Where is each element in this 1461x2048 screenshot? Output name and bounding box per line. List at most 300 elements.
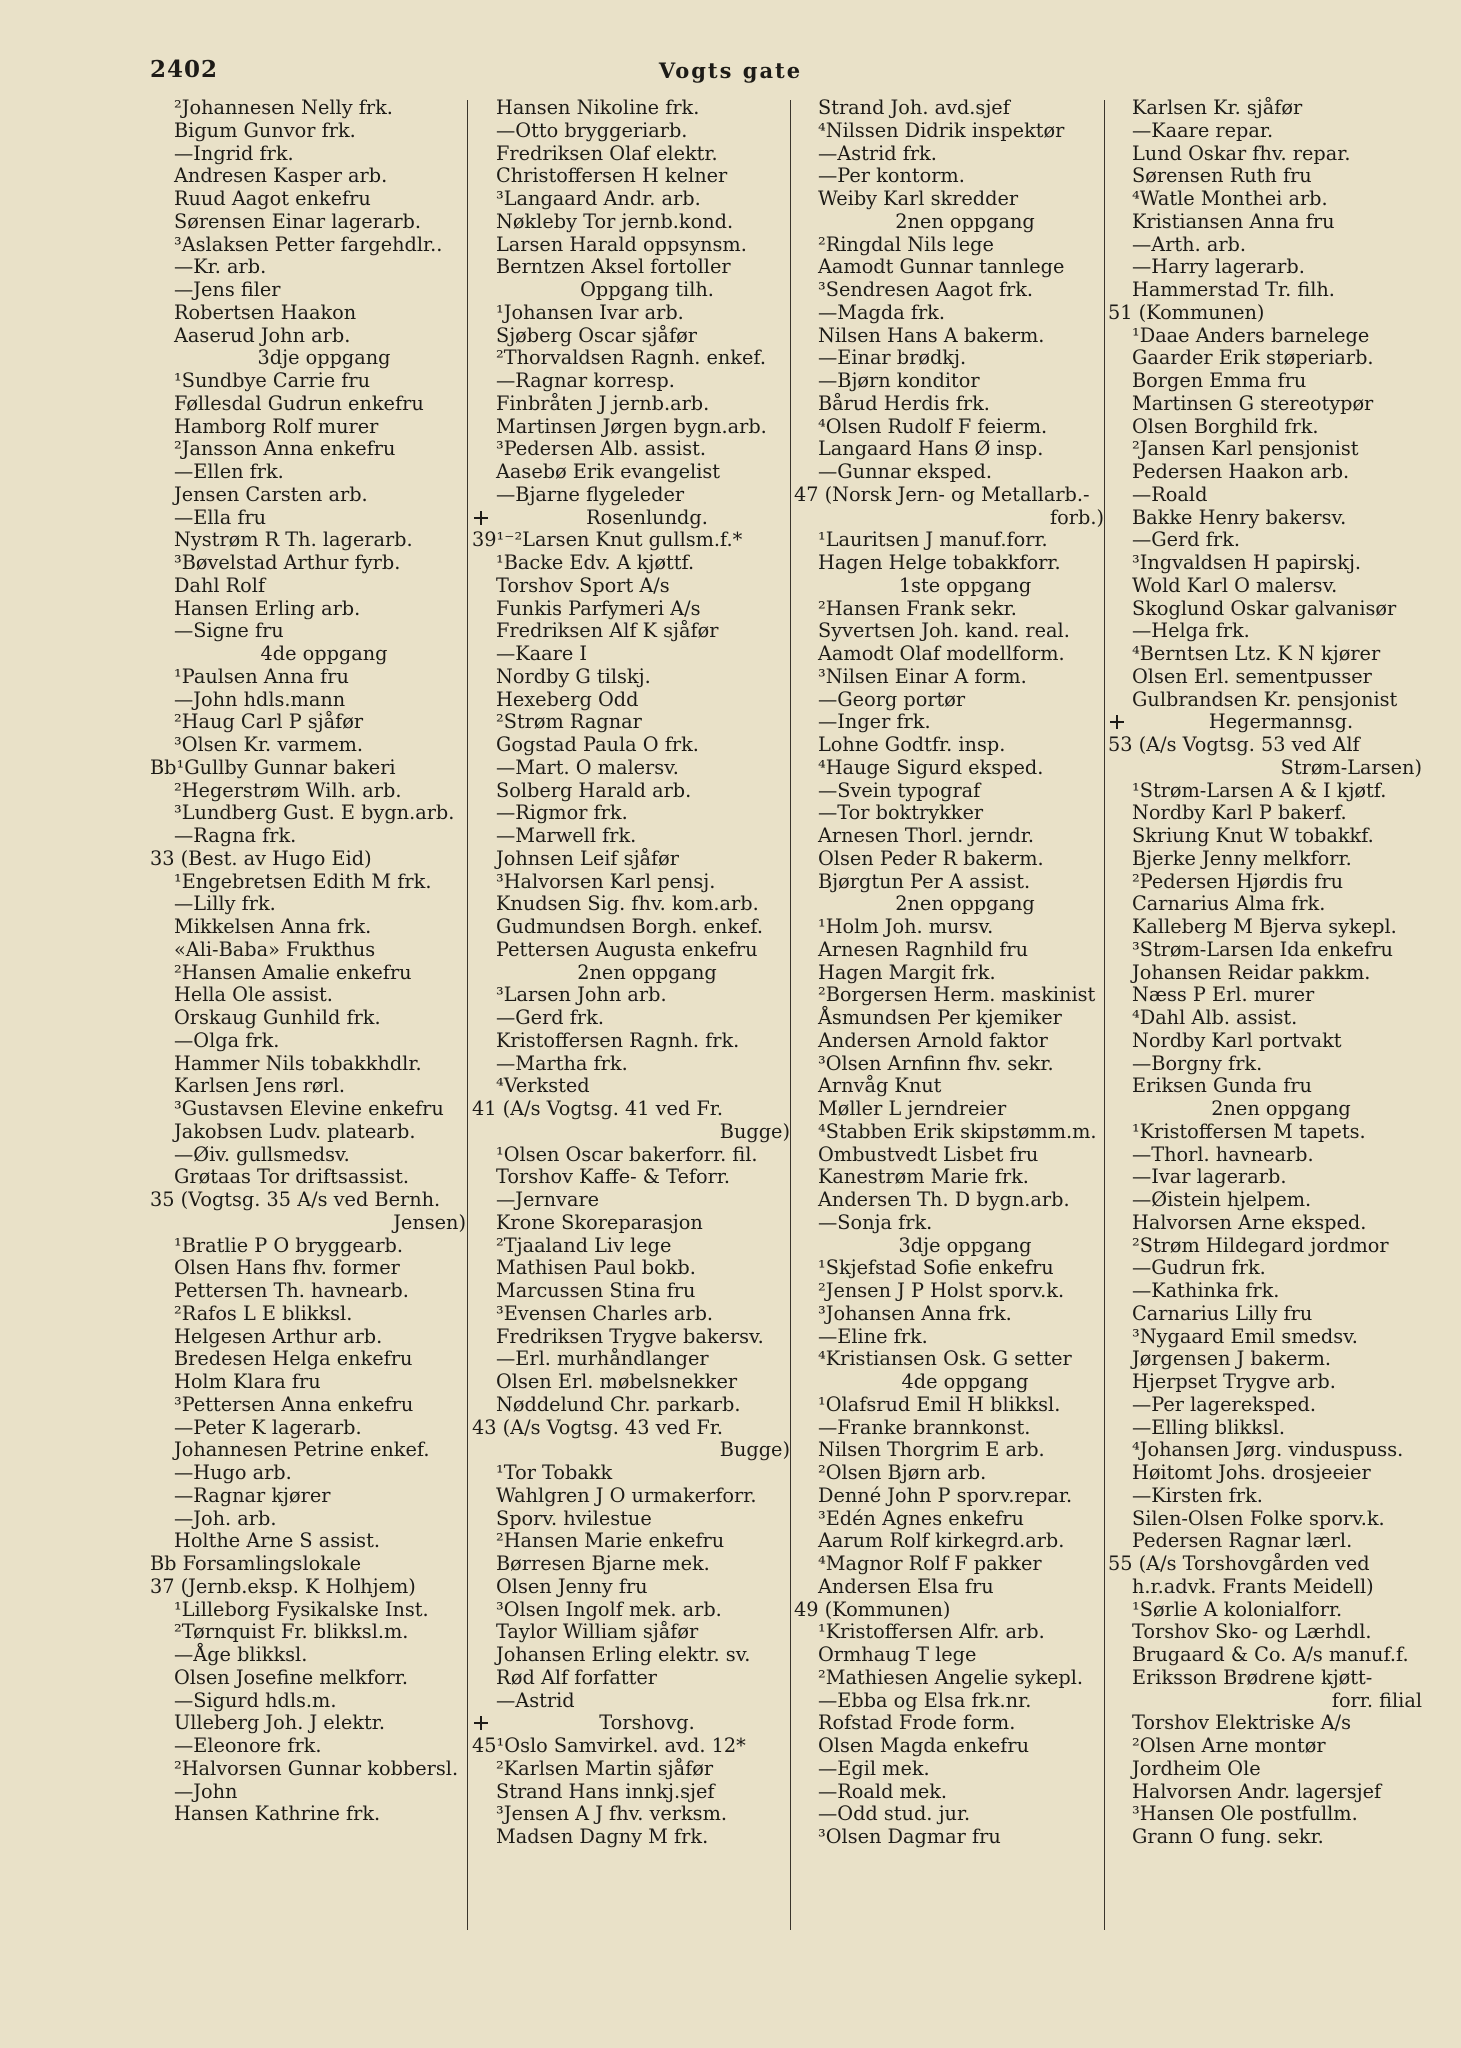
directory-entry: —Harry lagerarb.: [1132, 255, 1305, 279]
section-heading: 2nen oppgang: [895, 209, 1035, 233]
directory-entry: Lund Oskar fhv. repar.: [1132, 141, 1351, 165]
directory-entry: ²Rafos L E blikksl.: [174, 1301, 353, 1325]
section-heading: 4de oppgang: [901, 1370, 1029, 1393]
directory-entry: Arnesen Thorl. jerndr.: [818, 824, 1034, 847]
directory-entry: Martinsen Jørgen bygn.arb.: [496, 414, 767, 438]
directory-entry: —Odd stud. jur.: [818, 1802, 971, 1826]
directory-entry: —Tor boktrykker: [818, 801, 984, 825]
directory-entry: —Ragnar kjører: [174, 1483, 331, 1507]
directory-entry: ²Hansen Marie enkefru: [496, 1529, 725, 1553]
section-heading: Hegermannsg.: [1108, 711, 1424, 734]
directory-entry: Bugge): [719, 1119, 790, 1143]
directory-entry: —Otto bryggeriarb.: [496, 118, 688, 142]
directory-entry: —Thorl. havnearb.: [1132, 1142, 1314, 1166]
directory-entry: Bugge): [719, 1438, 790, 1462]
directory-entry: 49 (Kommunen): [794, 1597, 951, 1621]
directory-entry: Bjerke Jenny melkforr.: [1132, 846, 1352, 870]
directory-entry: —Olga frk.: [174, 1028, 280, 1052]
directory-entry: «Ali-Baba» Frukthus: [174, 937, 376, 961]
directory-entry: ¹Strøm-Larsen A & I kjøtf.: [1132, 778, 1387, 802]
directory-entry: ¹Lilleborg Fysikalske Inst.: [174, 1597, 429, 1621]
directory-entry: Robertsen Haakon: [174, 300, 357, 324]
directory-entry: —Kaare I: [496, 642, 588, 665]
directory-entry: ²Jansson Anna enkefru: [174, 437, 396, 461]
directory-entry: —Roald mek.: [818, 1779, 948, 1803]
directory-entry: —Jens filer: [174, 278, 281, 301]
directory-entry: ⁴Watle Monthei arb.: [1132, 187, 1328, 210]
directory-entry: Sørensen Ruth fru: [1132, 164, 1312, 188]
directory-entry: Ruud Aagot enkefru: [174, 187, 371, 210]
directory-entry: ¹Olafsrud Emil H blikksl.: [818, 1392, 1061, 1416]
directory-entry: ¹Daae Anders barnelege: [1132, 323, 1370, 347]
directory-entry: Denné John P sporv.repar.: [818, 1483, 1073, 1507]
directory-entry: Eriksen Gunda fru: [1132, 1074, 1312, 1098]
directory-entry: ⁴Johansen Jørg. vinduspuss.: [1132, 1438, 1404, 1462]
directory-column-1: [150, 97, 468, 1826]
directory-entry: ³Strøm-Larsen Ida enkefru: [1132, 937, 1393, 961]
directory-entry: Orskaug Gunhild frk.: [174, 1006, 381, 1029]
directory-entry: —Ellen frk.: [174, 460, 284, 483]
directory-entry: —Roald: [1132, 482, 1208, 506]
directory-entry: Rød Alf forfatter: [496, 1665, 658, 1689]
directory-entry: ¹Sundbye Carrie fru: [174, 369, 371, 392]
directory-entry: Larsen Harald oppsynsm.: [496, 232, 747, 256]
directory-entry: Pedersen Ragnar lærl.: [1132, 1529, 1353, 1553]
directory-entry: ²Jensen J P Holst sporv.k.: [818, 1279, 1065, 1302]
directory-entry: —Egil mek.: [818, 1756, 930, 1780]
directory-entry: Silen-Olsen Folke sporv.k.: [1132, 1506, 1385, 1530]
directory-entry: Syvertsen Joh. kand. real.: [818, 619, 1070, 643]
directory-entry: Jordheim Ole: [1132, 1756, 1261, 1780]
directory-entry: ³Ingvaldsen H papirskj.: [1132, 551, 1362, 574]
directory-entry: Andersen Arnold faktor: [818, 1028, 1048, 1052]
directory-entry: ²Hansen Amalie enkefru: [174, 960, 412, 984]
directory-entry: Bb Forsamlingslokale: [150, 1552, 361, 1575]
directory-entry: Torshov Elektriske A/s: [1132, 1711, 1352, 1735]
directory-entry: Olsen Erl. møbelsnekker: [496, 1370, 738, 1393]
directory-entry: Halvorsen Arne eksped.: [1132, 1210, 1367, 1234]
directory-entry: Johansen Reidar pakkm.: [1132, 960, 1371, 984]
directory-entry: —Martha frk.: [496, 1051, 628, 1075]
directory-entry: Hagen Helge tobakkforr.: [818, 551, 1061, 574]
directory-entry: Madsen Dagny M frk.: [496, 1825, 709, 1848]
directory-entry: ²Olsen Arne montør: [1132, 1734, 1326, 1757]
directory-entry: Hella Ole assist.: [174, 983, 333, 1007]
directory-entry: Christoffersen H kelner: [496, 164, 728, 188]
directory-entry: —Helga frk.: [1132, 619, 1250, 643]
section-heading: 3dje oppgang: [257, 346, 391, 370]
directory-entry: 35 (Vogtsg. 35 A/s ved Bernh.: [150, 1188, 441, 1211]
directory-entry: Helgesen Arthur arb.: [174, 1324, 383, 1348]
directory-entry: Møller L jerndreier: [818, 1097, 1007, 1120]
directory-entry: 39¹⁻²Larsen Knut gullsm.f.*: [472, 528, 743, 552]
directory-entry: 45¹Oslo Samvirkel. avd. 12*: [472, 1734, 746, 1757]
directory-entry: h.r.advk. Frants Meidell): [1132, 1574, 1374, 1598]
directory-entry: ¹Johansen Ivar arb.: [496, 300, 684, 324]
directory-entry: ³Olsen Ingolf mek. arb.: [496, 1597, 722, 1621]
directory-entry: ³Hansen Ole postfullm.: [1132, 1802, 1358, 1826]
directory-entry: Johannesen Petrine enkef.: [174, 1438, 430, 1462]
directory-entry: Funkis Parfymeri A/s: [496, 596, 701, 620]
directory-entry: Fredriksen Alf K sjåfør: [496, 619, 719, 643]
directory-entry: —Gudrun frk.: [1132, 1256, 1266, 1280]
directory-entry: ⁴Verksted: [496, 1074, 590, 1098]
directory-entry: forb.): [1050, 505, 1104, 529]
directory-entry: Ulleberg Joh. J elektr.: [174, 1711, 385, 1735]
directory-entry: Karlsen Jens rørl.: [174, 1074, 346, 1098]
directory-entry: Åsmundsen Per kjemiker: [818, 1006, 1062, 1029]
directory-entry: Olsen Jenny fru: [496, 1574, 648, 1598]
directory-entry: ²Johannesen Nelly frk.: [174, 97, 393, 119]
directory-entry: —Franke brannkonst.: [818, 1415, 1031, 1439]
directory-entry: Gulbrandsen Kr. pensjonist: [1132, 687, 1398, 711]
directory-entry: —Bjarne flygeleder: [496, 482, 685, 506]
directory-entry: Berntzen Aksel fortoller: [496, 255, 731, 279]
directory-entry: ³Olsen Arnfinn fhv. sekr.: [818, 1051, 1054, 1075]
section-heading: 2nen oppgang: [895, 892, 1035, 916]
directory-entry: Hjerpset Trygve arb.: [1132, 1370, 1336, 1393]
directory-entry: 41 (A/s Vogtsg. 41 ved Fr.: [472, 1097, 724, 1120]
directory-entry: —Ebba og Elsa frk.nr.: [818, 1688, 1032, 1712]
directory-entry: Hamborg Rolf murer: [174, 414, 379, 438]
directory-entry: Fredriksen Trygve bakersv.: [496, 1324, 764, 1348]
directory-entry: Hansen Kathrine frk.: [174, 1802, 381, 1826]
directory-entry: —Hugo arb.: [174, 1461, 292, 1484]
directory-entry: Olsen Josefine melkforr.: [174, 1665, 409, 1689]
directory-entry: ²Tørnquist Fr. blikksl.m.: [174, 1620, 409, 1644]
directory-entry: Bjørgtun Per A assist.: [818, 869, 1031, 893]
directory-entry: ⁴Stabben Erik skipstømm.m.: [818, 1119, 1097, 1143]
directory-entry: Mathisen Paul bokb.: [496, 1256, 696, 1280]
directory-entry: Rofstad Frode form.: [818, 1711, 1016, 1735]
directory-entry: ³Olsen Kr. varmem.: [174, 733, 364, 756]
section-heading: Oppgang tilh.: [580, 278, 714, 301]
directory-column-3: [794, 97, 1106, 1849]
directory-entry: Aasebø Erik evangelist: [496, 460, 721, 483]
directory-entry: Taylor William sjåfør: [496, 1620, 699, 1644]
directory-entry: Olsen Hans fhv. former: [174, 1256, 400, 1280]
directory-entry: —John hdls.mann: [174, 687, 346, 711]
section-heading: Torshovg.: [472, 1712, 792, 1735]
directory-entry: ¹Holm Joh. mursv.: [818, 915, 994, 938]
directory-entry: Holthe Arne S assist.: [174, 1529, 380, 1553]
directory-entry: ²Hegerstrøm Wilh. arb.: [174, 778, 402, 802]
directory-entry: Høitomt Johs. drosjeeier: [1132, 1461, 1371, 1484]
directory-entry: Torshov Sko- og Lærhdl.: [1132, 1620, 1372, 1644]
directory-entry: ¹Engebretsen Edith M frk.: [174, 869, 432, 893]
directory-entry: ³Nygaard Emil smedsv.: [1132, 1324, 1358, 1348]
directory-entry: —Åge blikksl.: [174, 1643, 308, 1666]
directory-entry: ²Borgersen Herm. maskinist: [818, 983, 1096, 1007]
directory-entry: —Signe fru: [174, 619, 284, 643]
directory-entry: —Georg portør: [818, 687, 966, 711]
directory-entry: Jørgensen J bakerm.: [1132, 1347, 1331, 1371]
directory-entry: Olsen Borghild frk.: [1132, 414, 1319, 438]
directory-entry: —Ragna frk.: [174, 824, 297, 847]
directory-entry: ¹Skjefstad Sofie enkefru: [818, 1256, 1054, 1280]
page-number: 2402: [150, 56, 219, 83]
directory-entry: Kalleberg M Bjerva sykepl.: [1132, 915, 1397, 938]
directory-entry: Johnsen Leif sjåfør: [496, 846, 680, 870]
directory-entry: ⁴Hauge Sigurd eksped.: [818, 755, 1044, 779]
directory-entry: Finbråten J jernb.arb.: [496, 391, 710, 415]
directory-entry: —Øistein hjelpem.: [1132, 1188, 1312, 1211]
section-heading: Rosenlundg.: [472, 507, 792, 530]
directory-entry: —Erl. murhåndlanger: [496, 1347, 709, 1371]
directory-entry: ³Evensen Charles arb.: [496, 1301, 714, 1325]
directory-entry: ¹Paulsen Anna fru: [174, 664, 349, 688]
directory-entry: ⁴Olsen Rudolf F feierm.: [818, 414, 1048, 438]
directory-entry: Hagen Margit frk.: [818, 960, 996, 984]
directory-entry: ³Lundberg Gust. E bygn.arb.: [174, 801, 455, 825]
section-heading: 2nen oppgang: [1211, 1097, 1351, 1120]
directory-entry: Pedersen Haakon arb.: [1132, 460, 1350, 483]
directory-entry: ³Halvorsen Karl pensj.: [496, 869, 716, 893]
directory-entry: ²Olsen Bjørn arb.: [818, 1461, 987, 1484]
directory-entry: Borgen Emma fru: [1132, 369, 1307, 392]
directory-entry: Kristoffersen Ragnh. frk.: [496, 1028, 740, 1052]
directory-entry: Arnesen Ragnhild fru: [818, 937, 1029, 961]
directory-entry: ³Johansen Anna frk.: [818, 1301, 1012, 1325]
directory-entry: Skriung Knut W tobakkf.: [1132, 824, 1374, 847]
directory-entry: —Per lagereksped.: [1132, 1392, 1316, 1416]
directory-entry: ³Pettersen Anna enkefru: [174, 1392, 414, 1416]
directory-entry: Weiby Karl skredder: [818, 187, 1019, 210]
directory-entry: Jensen): [393, 1210, 466, 1234]
directory-entry: Gaarder Erik støperiarb.: [1132, 346, 1374, 370]
directory-entry: ²Mathiesen Angelie sykepl.: [818, 1665, 1084, 1689]
directory-entry: Olsen Magda enkefru: [818, 1734, 1030, 1757]
directory-entry: Aaserud John arb.: [174, 323, 351, 347]
directory-entry: Nøddelund Chr. parkarb.: [496, 1392, 741, 1416]
directory-entry: —Gerd frk.: [1132, 528, 1240, 552]
directory-entry: Børresen Bjarne mek.: [496, 1552, 710, 1575]
directory-entry: ²Haug Carl P sjåfør: [174, 710, 364, 734]
directory-entry: Bredesen Helga enkefru: [174, 1347, 413, 1371]
directory-entry: Wahlgren J O urmakerforr.: [496, 1483, 757, 1507]
directory-entry: ³Jensen A J fhv. verksm.: [496, 1802, 727, 1826]
directory-entry: —Kr. arb.: [174, 255, 267, 279]
directory-entry: Brugaard & Co. A/s manuf.f.: [1132, 1643, 1409, 1666]
section-heading: 2nen oppgang: [577, 960, 717, 984]
directory-entry: Johansen Erling elektr. sv.: [496, 1643, 751, 1666]
directory-entry: Nordby G tilskj.: [496, 664, 651, 688]
directory-entry: 53 (A/s Vogtsg. 53 ved Alf: [1108, 733, 1360, 756]
directory-entry: Hansen Nikoline frk.: [496, 97, 700, 119]
directory-entry: Nordby Karl portvakt: [1132, 1028, 1342, 1052]
directory-entry: Kristiansen Anna fru: [1132, 209, 1335, 233]
directory-entry: —Elling blikksl.: [1132, 1415, 1285, 1439]
directory-entry: ¹Olsen Oscar bakerforr. fil.: [496, 1142, 758, 1166]
directory-column-4: [1108, 97, 1424, 1849]
directory-entry: —Sigurd hdls.m.: [174, 1688, 337, 1712]
directory-entry: Kanestrøm Marie frk.: [818, 1165, 1029, 1189]
directory-entry: Gogstad Paula O frk.: [496, 733, 699, 756]
directory-entry: Mikkelsen Anna frk.: [174, 915, 372, 938]
directory-entry: Solberg Harald arb.: [496, 778, 692, 802]
directory-entry: —Einar brødkj.: [818, 346, 967, 370]
directory-entry: Aamodt Gunnar tannlege: [818, 255, 1065, 279]
directory-entry: Olsen Erl. sementpusser: [1132, 664, 1372, 688]
directory-entry: Skoglund Oskar galvanisør: [1132, 596, 1397, 620]
directory-entry: forr. filial: [1331, 1688, 1422, 1712]
directory-entry: —Ivar lagerarb.: [1132, 1165, 1287, 1189]
directory-entry: Martinsen G stereotypør: [1132, 391, 1374, 415]
directory-entry: Grann O fung. sekr.: [1132, 1825, 1324, 1848]
directory-entry: —Kirsten frk.: [1132, 1483, 1263, 1507]
directory-entry: ²Strøm Ragnar: [496, 710, 642, 734]
directory-entry: —Eleonore frk.: [174, 1734, 322, 1757]
directory-entry: Andersen Elsa fru: [818, 1574, 994, 1598]
directory-entry: 55 (A/s Torshovgården ved: [1108, 1552, 1370, 1575]
directory-entry: Bb¹Gullby Gunnar bakeri: [150, 755, 396, 779]
directory-entry: Langaard Hans Ø insp.: [818, 437, 1044, 461]
directory-entry: Nordby Karl P bakerf.: [1132, 801, 1347, 825]
directory-entry: —Kaare repar.: [1132, 118, 1274, 142]
directory-entry: ³Edén Agnes enkefru: [818, 1506, 1024, 1530]
directory-entry: Carnarius Alma frk.: [1132, 892, 1326, 916]
directory-entry: 33 (Best. av Hugo Eid): [150, 846, 372, 870]
directory-entry: Strand Hans innkj.sjef: [496, 1779, 715, 1803]
directory-entry: Jensen Carsten arb.: [174, 482, 368, 506]
directory-entry: —Kathinka frk.: [1132, 1279, 1280, 1302]
directory-entry: ²Halvorsen Gunnar kobbersl.: [174, 1756, 459, 1780]
directory-entry: Pettersen Th. havnearb.: [174, 1279, 409, 1302]
directory-entry: Bårud Herdis frk.: [818, 391, 990, 415]
directory-entry: Carnarius Lilly fru: [1132, 1301, 1313, 1325]
directory-entry: Strøm-Larsen): [1280, 755, 1422, 779]
directory-entry: —Joh. arb.: [174, 1506, 277, 1530]
directory-entry: ¹Sørlie A kolonialforr.: [1132, 1597, 1343, 1621]
directory-entry: ¹Bratlie P O bryggearb.: [174, 1233, 404, 1257]
directory-entry: —Mart. O malersv.: [496, 755, 679, 779]
directory-entry: Halvorsen Andr. lagersjef: [1132, 1779, 1382, 1803]
directory-entry: Ombustvedt Lisbet fru: [818, 1142, 1039, 1166]
directory-entry: Nilsen Thorgrim E arb.: [818, 1438, 1045, 1462]
directory-entry: ²Pedersen Hjørdis fru: [1132, 869, 1343, 893]
directory-entry: 47 (Norsk Jern- og Metallarb.-: [794, 482, 1090, 506]
directory-entry: ³Nilsen Einar A form.: [818, 664, 1027, 688]
directory-entry: —Ingrid frk.: [174, 141, 294, 165]
directory-entry: —Gerd frk.: [496, 1006, 604, 1029]
directory-entry: Nilsen Hans A bakerm.: [818, 323, 1045, 347]
directory-entry: ¹Lauritsen J manuf.forr.: [818, 528, 1048, 552]
directory-entry: —Bjørn konditor: [818, 369, 980, 392]
directory-entry: ³Larsen John arb.: [496, 983, 667, 1007]
directory-entry: ³Bøvelstad Arthur fyrb.: [174, 551, 401, 574]
directory-entry: Torshov Sport A/s: [496, 573, 670, 597]
directory-entry: 51 (Kommunen): [1108, 300, 1265, 324]
directory-entry: ⁴Nilssen Didrik inspektør: [818, 118, 1065, 142]
directory-entry: ¹Kristoffersen Alfr. arb.: [818, 1620, 1045, 1644]
directory-entry: Marcussen Stina fru: [496, 1279, 696, 1302]
directory-entry: —Øiv. gullsmedsv.: [174, 1142, 350, 1166]
directory-entry: Dahl Rolf: [174, 573, 266, 597]
directory-entry: Eriksson Brødrene kjøtt-: [1132, 1665, 1373, 1689]
directory-entry: —Inger frk.: [818, 710, 931, 734]
directory-entry: —John: [174, 1779, 238, 1803]
directory-entry: Bigum Gunvor frk.: [174, 118, 356, 142]
page-title: Vogts gate: [658, 58, 803, 83]
section-heading: 1ste oppgang: [898, 573, 1032, 597]
directory-entry: ²Jansen Karl pensjonist: [1132, 437, 1359, 461]
directory-entry: —Svein typograf: [818, 778, 981, 802]
directory-entry: ²Hansen Frank sekr.: [818, 596, 1017, 620]
directory-entry: Gudmundsen Borgh. enkef.: [496, 915, 763, 938]
directory-entry: —Astrid frk.: [818, 141, 937, 165]
directory-entry: ¹Backe Edv. A kjøttf.: [496, 551, 695, 574]
directory-entry: Ormhaug T lege: [818, 1643, 977, 1666]
directory-entry: —Sonja frk.: [818, 1210, 933, 1234]
directory-entry: —Peter K lagerarb.: [174, 1415, 362, 1439]
directory-entry: Fredriksen Olaf elektr.: [496, 141, 718, 165]
directory-entry: Jakobsen Ludv. platearb.: [174, 1119, 416, 1143]
directory-entry: Nystrøm R Th. lagerarb.: [174, 528, 413, 552]
directory-entry: 37 (Jernb.eksp. K Holhjem): [150, 1574, 416, 1598]
directory-entry: —Gunnar eksped.: [818, 460, 992, 483]
directory-entry: ⁴Magnor Rolf F pakker: [818, 1552, 1042, 1575]
section-heading: 3dje oppgang: [898, 1233, 1032, 1257]
directory-entry: Karlsen Kr. sjåfør: [1132, 97, 1303, 119]
directory-entry: ³Sendresen Aagot frk.: [818, 278, 1034, 301]
directory-entry: ²Ringdal Nils lege: [818, 232, 994, 256]
directory-entry: Næss P Erl. murer: [1132, 983, 1315, 1007]
directory-entry: ²Thorvaldsen Ragnh. enkef.: [496, 346, 766, 370]
directory-entry: Hammerstad Tr. filh.: [1132, 278, 1335, 301]
directory-entry: ³Gustavsen Elevine enkefru: [174, 1097, 444, 1120]
directory-entry: Strand Joh. avd.sjef: [818, 97, 1010, 119]
directory-entry: Knudsen Sig. fhv. kom.arb.: [496, 892, 759, 916]
directory-entry: ³Pedersen Alb. assist.: [496, 437, 706, 461]
directory-entry: Hexeberg Odd: [496, 687, 639, 711]
directory-entry: Arnvåg Knut: [818, 1074, 942, 1098]
directory-entry: —Ella fru: [174, 505, 267, 529]
directory-entry: Grøtaas Tor driftsassist.: [174, 1165, 410, 1189]
directory-entry: ²Tjaaland Liv lege: [496, 1233, 672, 1257]
directory-entry: —Borgny frk.: [1132, 1051, 1263, 1075]
directory-entry: Holm Klara fru: [174, 1370, 321, 1393]
directory-entry: ³Olsen Dagmar fru: [818, 1825, 1001, 1848]
directory-entry: —Astrid: [496, 1688, 575, 1712]
directory-entry: —Eline frk.: [818, 1324, 928, 1348]
directory-entry: —Arth. arb.: [1132, 232, 1247, 256]
directory-entry: Krone Skoreparasjon: [496, 1210, 703, 1234]
directory-entry: —Lilly frk.: [174, 892, 276, 916]
directory-entry: Olsen Peder R bakerm.: [818, 846, 1044, 870]
directory-entry: 43 (A/s Vogtsg. 43 ved Fr.: [472, 1415, 724, 1439]
directory-entry: Sjøberg Oscar sjåfør: [496, 323, 697, 347]
directory-entry: ⁴Kristiansen Osk. G setter: [818, 1347, 1072, 1371]
directory-entry: Wold Karl O malersv.: [1132, 573, 1338, 597]
directory-entry: ³Langaard Andr. arb.: [496, 187, 701, 210]
directory-entry: ²Karlsen Martin sjåfør: [496, 1756, 714, 1780]
directory-entry: Sporv. hvilestue: [496, 1506, 652, 1530]
directory-entry: Aamodt Olaf modellform.: [818, 642, 1065, 665]
directory-entry: —Per kontorm.: [818, 164, 965, 188]
directory-entry: Aarum Rolf kirkegrd.arb.: [818, 1529, 1065, 1553]
directory-entry: Andersen Th. D bygn.arb.: [818, 1188, 1070, 1211]
directory-entry: Pettersen Augusta enkefru: [496, 937, 758, 961]
directory-entry: —Ragnar korresp.: [496, 369, 675, 392]
directory-entry: Torshov Kaffe- & Teforr.: [496, 1165, 731, 1189]
directory-entry: —Magda frk.: [818, 300, 945, 324]
directory-entry: Bakke Henry bakersv.: [1132, 505, 1347, 529]
directory-entry: ⁴Berntsen Ltz. K N kjører: [1132, 642, 1381, 665]
directory-entry: ⁴Dahl Alb. assist.: [1132, 1006, 1298, 1029]
directory-entry: ²Strøm Hildegard jordmor: [1132, 1233, 1389, 1257]
directory-entry: ¹Kristoffersen M tapets.: [1132, 1119, 1366, 1143]
directory-entry: Hammer Nils tobakkhdlr.: [174, 1051, 422, 1075]
